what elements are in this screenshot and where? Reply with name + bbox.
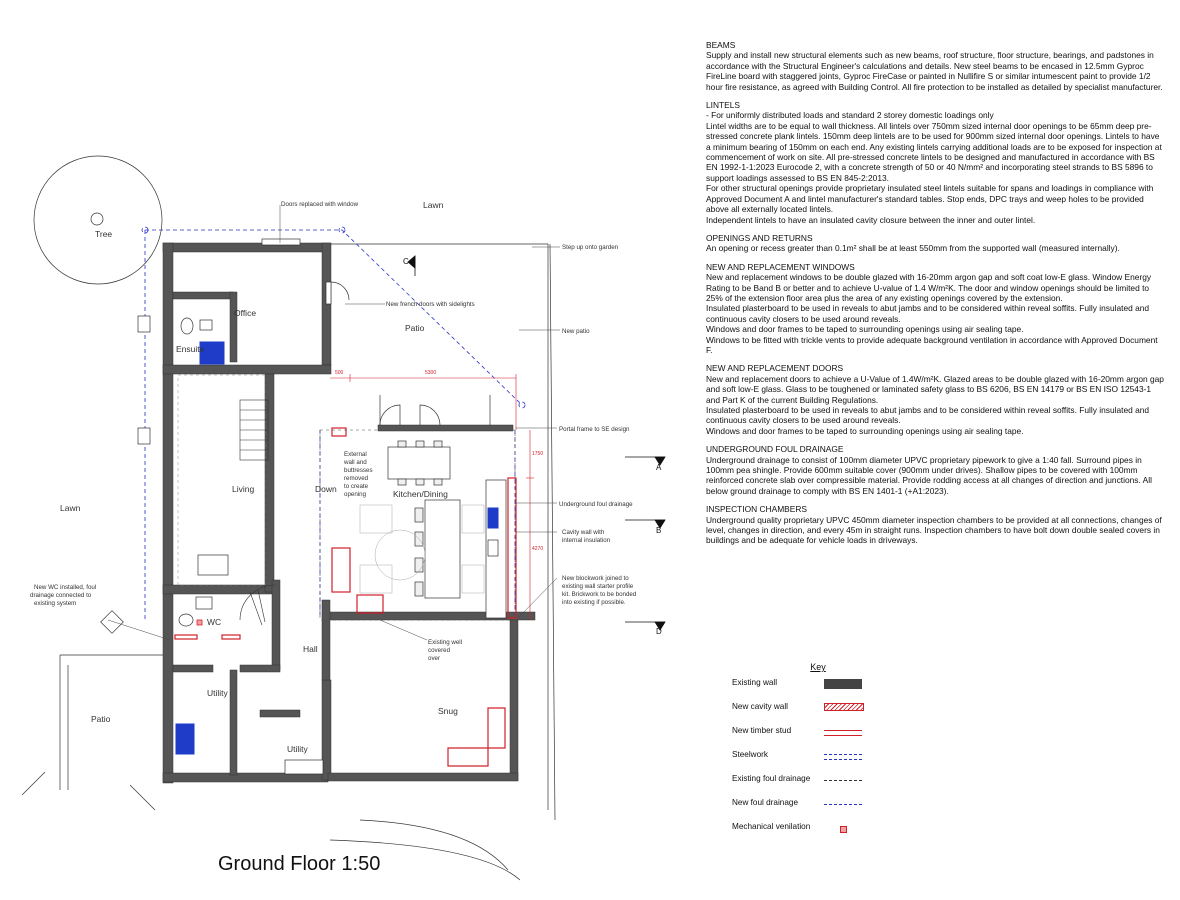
ensuite-wc xyxy=(181,318,193,334)
legend-swatch xyxy=(824,780,862,781)
dining-table xyxy=(388,447,450,479)
notes-section xyxy=(706,233,1164,254)
room-wc: WC xyxy=(207,617,222,627)
notes-heading: INSPECTION CHAMBERS xyxy=(706,504,807,515)
dim-5300: 5300 xyxy=(425,370,437,376)
notes-heading: NEW AND REPLACEMENT DOORS xyxy=(706,363,844,374)
area-lawn-left: Lawn xyxy=(60,503,81,513)
wc-timber-stud xyxy=(175,635,197,639)
note-wc xyxy=(30,584,96,607)
svg-text:Cavity wall with: Cavity wall with xyxy=(562,529,605,536)
note-existing-well xyxy=(428,639,462,662)
kitchen-hob xyxy=(488,540,498,556)
tree-label: Tree xyxy=(95,229,113,239)
svg-text:over: over xyxy=(428,655,441,662)
living-fireplace xyxy=(198,555,228,575)
notes-paragraph: Insulated plasterboard to be used in reveals to abut jambs and to be considered within reveal soffits. Fully insulated and continuous cavity closers to be used around reveals. xyxy=(706,303,1150,324)
legend-swatch xyxy=(824,804,862,805)
notes-paragraph: New and replacement doors to achieve a U-Value of 1.4W/m²K. Glazed areas to be double glazed with 16-20mm argon gap and soft low-E glass. Glass to be toughened or laminated safety glass to BS 6206, BS EN 14179 or BS EN ISO 12543-1 and Part K of the current Building Regulations. xyxy=(706,373,1164,405)
steel-frame-diag xyxy=(145,230,522,405)
dim-500: 500 xyxy=(335,370,344,376)
legend-label: New cavity wall xyxy=(732,702,788,711)
office-window xyxy=(262,239,300,245)
snug-sofa xyxy=(448,708,505,766)
kitchen-island xyxy=(425,500,460,598)
notes-section xyxy=(706,100,1164,225)
drawing-title: Ground Floor 1:50 xyxy=(218,853,381,875)
svg-text:existing wall starter profile: existing wall starter profile xyxy=(562,583,634,590)
legend-label: Existing wall xyxy=(732,678,778,687)
legend-item xyxy=(728,700,878,724)
tree-canopy xyxy=(34,156,162,284)
french-door-right xyxy=(420,405,440,425)
legend xyxy=(728,662,878,844)
notes-heading: BEAMS xyxy=(706,40,736,50)
window-left-1 xyxy=(138,316,150,332)
notes-section xyxy=(706,40,1164,92)
notes-paragraph: Supply and install new structural elements such as new beams, roof structure, floor structure, bearings, and padstones in accordance with the Structural Engineer's calculations and details. New steel beams to be encased in 12.5mm Gyproc FireLine board with staggered joints, Gyproc FireCase or painted in Nullifire S or similar intumescent paint to provide 1/2 hour fire resistance, as agreed with Building Control. All fire protection to be installed as detailed by specialist manufacturer. xyxy=(706,50,1163,92)
notes-paragraph: - For uniformly distributed loads and standard 2 storey domestic loadings only xyxy=(706,110,994,121)
legend-title: Key xyxy=(810,662,826,672)
legend-swatch xyxy=(824,754,862,760)
svg-text:kit. Brickwork to be bonded: kit. Brickwork to be bonded xyxy=(562,591,637,598)
notes-paragraph: Underground quality proprietary UPVC 450mm diameter inspection chambers to be provided at all connections, changes of level, changes in direction, and every 45m in straight runs. Inspection chambers to have bolt down double sealed covers in buildings and be adequate for vehicle loads in driveways. xyxy=(706,514,1162,546)
hall-timber-stud xyxy=(222,635,240,639)
kitchen-sink xyxy=(488,508,498,528)
notes-paragraph: Insulated plasterboard to be used in reveals to abut jambs and to be considered within reveal soffits. Fully insulated and continuous cavity closers to be used around reveals. xyxy=(706,405,1150,426)
area-patio-left: Patio xyxy=(91,714,111,724)
notes-paragraph: Lintel widths are to be equal to wall thickness. All lintels over 750mm sized internal door openings to be 65mm deep pre-stressed concrete plank lintels. 150mm deep lintels are to be used for 900mm sized internal door openings. Lintels to have a minimum bearing of 150mm on each end. Any existing lintels carrying additional loads are to be exposed for inspection at commencement of work on site. All pre-stressed concrete lintels to be designed and manufactured in accordance with BS EN 1992-1-1:2023 Eurocode 2, with a concrete strength of 50 or 40 N/mm² and incorporating steel strands to BS 5896 to support loadings assessed to BS EN 845-2:2013. xyxy=(706,120,1162,183)
notes-paragraph: Underground drainage to consist of 100mm diameter UPVC proprietary pipework to give a 1:40 fall. Surround pipes in 100mm pea shingle. Provide 600mm suitable cover (900mm under drives). Shallow pipes to be covered with 100mm reinforced concrete slab over compressible material. Provide rodding access at all changes of direction and junctions. All below ground drainage to comply with BS EN 1401-1 (+A1:2023). xyxy=(706,454,1152,496)
svg-text:removed: removed xyxy=(344,475,369,482)
utility-unit xyxy=(285,760,323,774)
notes-heading: OPENINGS AND RETURNS xyxy=(706,232,813,243)
legend-label: New timber stud xyxy=(732,726,792,735)
notes-paragraph: Windows and door frames to be taped to surrounding openings using air sealing tape. xyxy=(706,324,1024,335)
svg-text:covered: covered xyxy=(428,647,451,654)
kitchen-chair xyxy=(332,548,350,592)
note-new-patio: New patio xyxy=(562,328,590,335)
svg-text:New blockwork joined to: New blockwork joined to xyxy=(562,575,629,582)
svg-text:External: External xyxy=(344,451,367,458)
legend-item xyxy=(728,772,878,796)
legend-label: Steelwork xyxy=(732,750,768,759)
legend-item xyxy=(728,796,878,820)
dim-4270: 4270 xyxy=(532,546,544,552)
legend-swatch xyxy=(824,703,864,711)
legend-item xyxy=(728,820,878,844)
room-kitchen-dining: Kitchen/Dining xyxy=(393,489,448,499)
vent-wc xyxy=(197,620,202,625)
window-left-2 xyxy=(138,428,150,444)
living-dashed xyxy=(178,375,265,585)
notes-section xyxy=(706,444,1164,496)
notes-paragraph: Windows and door frames to be taped to surrounding openings using air sealing tape. xyxy=(706,425,1024,436)
window-left-3 xyxy=(101,611,124,634)
wc-toilet xyxy=(179,614,193,626)
legend-item xyxy=(728,724,878,748)
legend-label: Mechanical venilation xyxy=(732,822,811,831)
dim-1750: 1750 xyxy=(532,451,544,457)
svg-text:buttresses: buttresses xyxy=(344,467,373,474)
note-french-doors: New french doors with sidelights xyxy=(386,301,475,308)
tree-trunk xyxy=(91,213,103,225)
specification-notes xyxy=(706,40,1164,554)
area-lawn-top: Lawn xyxy=(423,200,444,210)
note-ext-wall xyxy=(343,451,373,498)
svg-text:internal insulation: internal insulation xyxy=(562,537,611,544)
notes-paragraph: For other structural openings provide proprietary insulated steel lintels suitable for spans and loadings in compliance with Approved Document A and lintel manufacturer's standard tables. Stop ends, DPC trays and weep holes to be provided above all externally located lintels. xyxy=(706,183,1154,215)
legend-swatch xyxy=(824,679,862,689)
wc-basin xyxy=(196,597,212,609)
svg-text:Existing well: Existing well xyxy=(428,639,463,646)
notes-paragraph: New and replacement windows to be double glazed with 16-20mm argon gap and soft coat low-E glass. Window Energy Rating to be Band B or better and to achieve U-value of 1.4 W/m²K. The door and window openings should be limited to 25% of the extension floor area plus the area of any existing openings covered by the extension. xyxy=(706,272,1152,303)
notes-heading: UNDERGROUND FOUL DRAINAGE xyxy=(706,444,844,455)
legend-item xyxy=(728,676,878,700)
section-a: A xyxy=(656,463,662,472)
legend-swatch xyxy=(824,730,862,736)
notes-paragraph: Windows to be fitted with trickle vents to provide adequate background ventilation in accordance with Approved Document F. xyxy=(706,334,1158,355)
note-underground-drain: Underground foul drainage xyxy=(559,501,633,508)
section-b: B xyxy=(656,526,662,535)
patio-step-2 xyxy=(130,785,155,810)
stair-down: Down xyxy=(315,484,337,494)
island-stools xyxy=(415,508,423,596)
kitchen-armchair xyxy=(357,595,383,613)
note-blockwork xyxy=(562,575,637,606)
room-utility-1: Utility xyxy=(207,688,228,698)
section-d: D xyxy=(656,627,662,636)
ensuite-basin xyxy=(200,320,212,330)
room-snug: Snug xyxy=(438,706,458,716)
room-ensuite: Ensuite xyxy=(176,344,205,354)
notes-heading: NEW AND REPLACEMENT WINDOWS xyxy=(706,261,855,272)
room-utility-2: Utility xyxy=(287,744,308,754)
legend-swatch xyxy=(840,826,847,833)
room-living: Living xyxy=(232,484,255,494)
svg-text:to create: to create xyxy=(344,483,369,490)
notes-section xyxy=(706,363,1164,436)
patio-step xyxy=(22,772,45,795)
office-door-swing xyxy=(331,282,349,300)
new-cavity-wall-top xyxy=(332,428,346,436)
note-doors-window: Doors replaced with window xyxy=(281,201,359,208)
room-hall: Hall xyxy=(303,644,318,654)
utility-sink xyxy=(176,724,194,754)
room-office: Office xyxy=(234,308,257,318)
notes-section xyxy=(706,262,1164,356)
note-cavity-wall xyxy=(562,529,611,544)
note-step-up: Step up onto garden xyxy=(562,244,619,251)
notes-paragraph: Independent lintels to have an insulated cavity closure between the inner and outer lintel. xyxy=(706,214,1036,225)
area-patio-rear: Patio xyxy=(405,323,425,333)
svg-text:existing system: existing system xyxy=(34,600,77,607)
svg-text:drainage connected to: drainage connected to xyxy=(30,592,92,599)
svg-text:into existing if possible.: into existing if possible. xyxy=(562,599,626,606)
svg-text:New WC installed, foul: New WC installed, foul xyxy=(34,584,97,591)
notes-section xyxy=(706,504,1164,546)
french-door-left xyxy=(380,405,400,425)
garden-curve-2 xyxy=(360,820,508,870)
office-french-doors xyxy=(326,282,331,304)
note-portal-frame: Portal frame to SE design xyxy=(559,426,630,433)
notes-heading: LINTELS xyxy=(706,100,740,111)
legend-label: New foul drainage xyxy=(732,798,798,807)
svg-text:opening: opening xyxy=(344,491,367,498)
legend-item xyxy=(728,748,878,772)
existing-walls xyxy=(163,243,535,783)
svg-text:wall and: wall and xyxy=(344,459,367,466)
notes-paragraph: An opening or recess greater than 0.1m² shall be at least 550mm from the supported wall (measured internally). xyxy=(706,243,1120,254)
section-c: C xyxy=(403,257,409,266)
legend-label: Existing foul drainage xyxy=(732,774,811,783)
